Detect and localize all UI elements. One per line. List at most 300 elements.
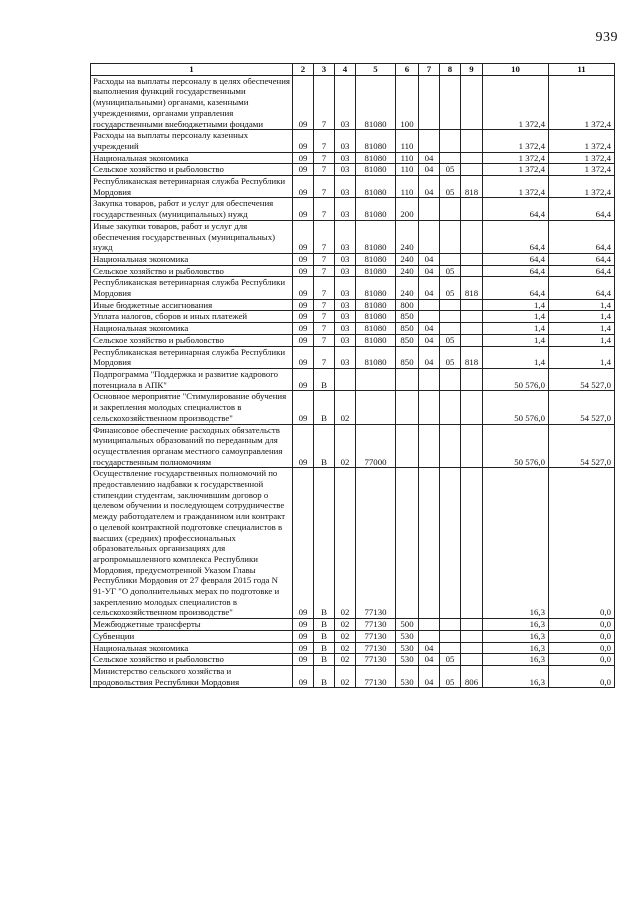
ministry-code <box>461 619 483 631</box>
amount-col-11: 1 372,4 <box>549 164 615 176</box>
page-number: 939 <box>595 30 618 45</box>
section <box>419 299 440 311</box>
program-code: В <box>314 642 335 654</box>
section-code: 09 <box>293 220 314 253</box>
row-description: Субвенции <box>91 630 293 642</box>
program-code: 7 <box>314 277 335 299</box>
section-code: 09 <box>293 424 314 468</box>
table-row <box>91 619 615 631</box>
row-description: Республиканская ветеринарная служба Республики Мордовия <box>91 277 293 299</box>
subprogram-code: 03 <box>335 152 356 164</box>
section-code: 09 <box>293 642 314 654</box>
section: 04 <box>419 152 440 164</box>
subsection: 05 <box>440 265 461 277</box>
table-body <box>91 75 615 688</box>
section-code: 09 <box>293 253 314 265</box>
subprogram-code: 03 <box>335 253 356 265</box>
direction-code: 77130 <box>356 642 396 654</box>
section: 04 <box>419 277 440 299</box>
amount-col-11: 64,4 <box>549 265 615 277</box>
row-description: Сельское хозяйство и рыболовство <box>91 654 293 666</box>
subprogram-code: 03 <box>335 334 356 346</box>
ministry-code <box>461 642 483 654</box>
amount-col-10: 50 576,0 <box>483 424 549 468</box>
section-code: 09 <box>293 346 314 368</box>
direction-code: 77130 <box>356 619 396 631</box>
program-code: 7 <box>314 152 335 164</box>
amount-col-10: 1,4 <box>483 299 549 311</box>
program-code: 7 <box>314 311 335 323</box>
subprogram-code: 03 <box>335 346 356 368</box>
expense-type-code: 500 <box>396 619 419 631</box>
section: 04 <box>419 253 440 265</box>
direction-code: 77000 <box>356 424 396 468</box>
row-description: Министерство сельского хозяйства и продовольствия Республики Мордовия <box>91 665 293 687</box>
ministry-code <box>461 391 483 424</box>
expense-type-code: 110 <box>396 176 419 198</box>
subprogram-code: 03 <box>335 265 356 277</box>
expense-type-code: 240 <box>396 220 419 253</box>
ministry-code <box>461 198 483 220</box>
ministry-code <box>461 253 483 265</box>
column-header: 11 <box>549 64 615 76</box>
direction-code: 77130 <box>356 468 396 619</box>
program-code: В <box>314 368 335 390</box>
amount-col-10: 16,3 <box>483 654 549 666</box>
direction-code: 81080 <box>356 130 396 152</box>
subprogram-code: 02 <box>335 665 356 687</box>
subsection <box>440 368 461 390</box>
program-code: В <box>314 665 335 687</box>
amount-col-11: 1 372,4 <box>549 152 615 164</box>
direction-code: 81080 <box>356 220 396 253</box>
section-code: 09 <box>293 619 314 631</box>
amount-col-11: 1,4 <box>549 334 615 346</box>
expense-type-code: 850 <box>396 311 419 323</box>
ministry-code <box>461 468 483 619</box>
program-code: В <box>314 391 335 424</box>
section-code: 09 <box>293 176 314 198</box>
expense-type-code: 200 <box>396 198 419 220</box>
ministry-code <box>461 130 483 152</box>
subsection <box>440 323 461 335</box>
amount-col-11: 0,0 <box>549 642 615 654</box>
section-code: 09 <box>293 323 314 335</box>
amount-col-10: 50 576,0 <box>483 391 549 424</box>
table-row <box>91 130 615 152</box>
subsection <box>440 299 461 311</box>
expense-type-code: 530 <box>396 654 419 666</box>
subsection <box>440 220 461 253</box>
section: 04 <box>419 654 440 666</box>
section-code: 09 <box>293 75 314 130</box>
table-row <box>91 630 615 642</box>
amount-col-10: 1 372,4 <box>483 130 549 152</box>
row-description: Национальная экономика <box>91 253 293 265</box>
amount-col-11: 0,0 <box>549 630 615 642</box>
column-header: 9 <box>461 64 483 76</box>
subsection: 05 <box>440 164 461 176</box>
program-code: В <box>314 619 335 631</box>
section-code: 09 <box>293 265 314 277</box>
direction-code: 81080 <box>356 176 396 198</box>
amount-col-10: 64,4 <box>483 220 549 253</box>
subprogram-code: 03 <box>335 220 356 253</box>
direction-code: 81080 <box>356 299 396 311</box>
expense-type-code <box>396 368 419 390</box>
direction-code: 81080 <box>356 253 396 265</box>
section: 04 <box>419 334 440 346</box>
section-code: 09 <box>293 368 314 390</box>
expense-type-code: 530 <box>396 665 419 687</box>
amount-col-11: 0,0 <box>549 619 615 631</box>
row-description: Республиканская ветеринарная служба Республики Мордовия <box>91 346 293 368</box>
expense-type-code: 110 <box>396 152 419 164</box>
subprogram-code: 02 <box>335 391 356 424</box>
expense-type-code: 530 <box>396 642 419 654</box>
amount-col-11: 1 372,4 <box>549 130 615 152</box>
section-code: 09 <box>293 277 314 299</box>
direction-code: 81080 <box>356 346 396 368</box>
subprogram-code: 03 <box>335 130 356 152</box>
row-description: Национальная экономика <box>91 152 293 164</box>
column-header: 7 <box>419 64 440 76</box>
amount-col-11: 1,4 <box>549 311 615 323</box>
amount-col-10: 1 372,4 <box>483 164 549 176</box>
program-code: 7 <box>314 164 335 176</box>
table-row <box>91 665 615 687</box>
direction-code: 81080 <box>356 277 396 299</box>
amount-col-10: 64,4 <box>483 253 549 265</box>
ministry-code <box>461 265 483 277</box>
section: 04 <box>419 323 440 335</box>
section <box>419 368 440 390</box>
column-header: 3 <box>314 64 335 76</box>
section-code: 09 <box>293 311 314 323</box>
column-header: 8 <box>440 64 461 76</box>
amount-col-11: 1,4 <box>549 346 615 368</box>
amount-col-11: 1,4 <box>549 299 615 311</box>
subprogram-code: 02 <box>335 619 356 631</box>
program-code: 7 <box>314 299 335 311</box>
section: 04 <box>419 164 440 176</box>
table-row <box>91 176 615 198</box>
amount-col-10: 1 372,4 <box>483 176 549 198</box>
amount-col-10: 1,4 <box>483 311 549 323</box>
program-code: 7 <box>314 253 335 265</box>
subprogram-code: 02 <box>335 654 356 666</box>
amount-col-11: 54 527,0 <box>549 391 615 424</box>
amount-col-10: 16,3 <box>483 665 549 687</box>
subprogram-code: 03 <box>335 323 356 335</box>
amount-col-11: 1 372,4 <box>549 75 615 130</box>
ministry-code <box>461 424 483 468</box>
section <box>419 311 440 323</box>
program-code: В <box>314 468 335 619</box>
direction-code: 81080 <box>356 75 396 130</box>
row-description: Иные закупки товаров, работ и услуг для обеспечения государственных (муниципальных) нужд <box>91 220 293 253</box>
subprogram-code: 03 <box>335 198 356 220</box>
section-code: 09 <box>293 130 314 152</box>
subsection: 05 <box>440 277 461 299</box>
row-description: Подпрограмма "Поддержка и развитие кадрового потенциала в АПК" <box>91 368 293 390</box>
amount-col-10: 16,3 <box>483 642 549 654</box>
ministry-code <box>461 323 483 335</box>
table-row <box>91 642 615 654</box>
section-code: 09 <box>293 198 314 220</box>
expense-type-code: 110 <box>396 130 419 152</box>
program-code: 7 <box>314 346 335 368</box>
table-row <box>91 265 615 277</box>
subprogram-code: 02 <box>335 424 356 468</box>
subsection <box>440 630 461 642</box>
ministry-code <box>461 654 483 666</box>
section <box>419 424 440 468</box>
section <box>419 130 440 152</box>
direction-code: 81080 <box>356 265 396 277</box>
section-code: 09 <box>293 152 314 164</box>
ministry-code <box>461 368 483 390</box>
table-row <box>91 468 615 619</box>
amount-col-10: 16,3 <box>483 619 549 631</box>
amount-col-11: 1,4 <box>549 323 615 335</box>
row-description: Сельское хозяйство и рыболовство <box>91 164 293 176</box>
amount-col-11: 64,4 <box>549 277 615 299</box>
section <box>419 391 440 424</box>
program-code: 7 <box>314 130 335 152</box>
section-code: 09 <box>293 630 314 642</box>
section <box>419 220 440 253</box>
table-row <box>91 220 615 253</box>
section: 04 <box>419 642 440 654</box>
table-row <box>91 299 615 311</box>
amount-col-10: 16,3 <box>483 468 549 619</box>
expense-type-code: 100 <box>396 75 419 130</box>
expense-type-code: 800 <box>396 299 419 311</box>
row-description: Национальная экономика <box>91 642 293 654</box>
subsection <box>440 253 461 265</box>
row-description: Республиканская ветеринарная служба Республики Мордовия <box>91 176 293 198</box>
table-row <box>91 198 615 220</box>
subsection <box>440 642 461 654</box>
column-header: 1 <box>91 64 293 76</box>
subprogram-code: 02 <box>335 630 356 642</box>
amount-col-11: 0,0 <box>549 654 615 666</box>
ministry-code <box>461 164 483 176</box>
ministry-code: 818 <box>461 277 483 299</box>
row-description: Межбюджетные трансферты <box>91 619 293 631</box>
direction-code: 81080 <box>356 334 396 346</box>
subprogram-code: 03 <box>335 277 356 299</box>
column-header: 5 <box>356 64 396 76</box>
subprogram-code: 02 <box>335 642 356 654</box>
amount-col-10: 1 372,4 <box>483 75 549 130</box>
subprogram-code: 03 <box>335 164 356 176</box>
table-row <box>91 346 615 368</box>
program-code: В <box>314 654 335 666</box>
expense-type-code <box>396 468 419 619</box>
expense-type-code: 850 <box>396 334 419 346</box>
column-header: 10 <box>483 64 549 76</box>
section <box>419 630 440 642</box>
direction-code: 77130 <box>356 630 396 642</box>
table-row <box>91 277 615 299</box>
table-header-row <box>91 64 615 76</box>
program-code: В <box>314 424 335 468</box>
expense-type-code: 240 <box>396 265 419 277</box>
amount-col-11: 64,4 <box>549 198 615 220</box>
subsection <box>440 468 461 619</box>
direction-code: 81080 <box>356 323 396 335</box>
table-row <box>91 311 615 323</box>
ministry-code <box>461 630 483 642</box>
table-row <box>91 323 615 335</box>
ministry-code: 806 <box>461 665 483 687</box>
table-row <box>91 654 615 666</box>
section-code: 09 <box>293 654 314 666</box>
row-description: Расходы на выплаты персоналу в целях обеспечения выполнения функций государственными (муниципальными) органами, казенными учреждениями, органами управления государственными внебюджетными фондами <box>91 75 293 130</box>
direction-code <box>356 391 396 424</box>
subsection: 05 <box>440 334 461 346</box>
expense-type-code: 530 <box>396 630 419 642</box>
subsection <box>440 391 461 424</box>
amount-col-10: 1,4 <box>483 323 549 335</box>
expense-type-code <box>396 391 419 424</box>
amount-col-11: 64,4 <box>549 253 615 265</box>
expense-type-code: 850 <box>396 346 419 368</box>
subprogram-code: 03 <box>335 311 356 323</box>
direction-code: 81080 <box>356 152 396 164</box>
section: 04 <box>419 346 440 368</box>
column-header: 4 <box>335 64 356 76</box>
expense-type-code: 240 <box>396 277 419 299</box>
amount-col-11: 1 372,4 <box>549 176 615 198</box>
ministry-code <box>461 311 483 323</box>
table-row <box>91 164 615 176</box>
section-code: 09 <box>293 334 314 346</box>
amount-col-10: 64,4 <box>483 277 549 299</box>
section: 04 <box>419 665 440 687</box>
subsection <box>440 198 461 220</box>
column-header: 6 <box>396 64 419 76</box>
row-description: Национальная экономика <box>91 323 293 335</box>
table-row <box>91 253 615 265</box>
row-description: Закупка товаров, работ и услуг для обеспечения государственных (муниципальных) нужд <box>91 198 293 220</box>
budget-table <box>90 63 615 688</box>
section-code: 09 <box>293 299 314 311</box>
amount-col-10: 50 576,0 <box>483 368 549 390</box>
amount-col-10: 1,4 <box>483 346 549 368</box>
row-description: Иные бюджетные ассигнования <box>91 299 293 311</box>
subsection: 05 <box>440 176 461 198</box>
subprogram-code: 03 <box>335 299 356 311</box>
row-description: Осуществление государственных полномочий по предоставлению надбавки к государственной стипендии студентам, заключившим договор о целевом обучении и последующем сотрудничестве между работодателем и гражданином или контракт о целевой контрактной подготовке специалистов в высших (средних) профессиональных образовательных организациях для агропромышленного комплекса Республики Мордовия, предусмотренной Указом Главы Республики Мордовия от 27 февраля 2015 года N 91-УГ "О дополнительных мерах по подготовке и закреплению молодых специалистов в сельскохозяйственном производстве" <box>91 468 293 619</box>
row-description: Сельское хозяйство и рыболовство <box>91 265 293 277</box>
section: 04 <box>419 265 440 277</box>
section <box>419 198 440 220</box>
table-row <box>91 368 615 390</box>
amount-col-10: 16,3 <box>483 630 549 642</box>
expense-type-code <box>396 424 419 468</box>
amount-col-11: 54 527,0 <box>549 424 615 468</box>
program-code: 7 <box>314 220 335 253</box>
table-row <box>91 152 615 164</box>
direction-code: 81080 <box>356 164 396 176</box>
subprogram-code: 03 <box>335 176 356 198</box>
row-description: Уплата налогов, сборов и иных платежей <box>91 311 293 323</box>
amount-col-10: 1 372,4 <box>483 152 549 164</box>
amount-col-11: 0,0 <box>549 468 615 619</box>
program-code: 7 <box>314 265 335 277</box>
row-description: Расходы на выплаты персоналу казенных учреждений <box>91 130 293 152</box>
program-code: 7 <box>314 323 335 335</box>
amount-col-10: 64,4 <box>483 265 549 277</box>
direction-code: 81080 <box>356 311 396 323</box>
ministry-code <box>461 299 483 311</box>
subprogram-code: 02 <box>335 468 356 619</box>
section-code: 09 <box>293 468 314 619</box>
amount-col-11: 0,0 <box>549 665 615 687</box>
ministry-code <box>461 334 483 346</box>
expense-type-code: 850 <box>396 323 419 335</box>
section-code: 09 <box>293 665 314 687</box>
section-code: 09 <box>293 164 314 176</box>
ministry-code: 818 <box>461 176 483 198</box>
section: 04 <box>419 176 440 198</box>
program-code: В <box>314 630 335 642</box>
row-description: Основное мероприятие "Стимулирование обучения и закрепления молодых специалистов в сельскохозяйственном производстве" <box>91 391 293 424</box>
expense-type-code: 110 <box>396 164 419 176</box>
direction-code <box>356 368 396 390</box>
row-description: Сельское хозяйство и рыболовство <box>91 334 293 346</box>
subsection: 05 <box>440 346 461 368</box>
section <box>419 468 440 619</box>
subsection: 05 <box>440 665 461 687</box>
section <box>419 619 440 631</box>
amount-col-11: 64,4 <box>549 220 615 253</box>
subsection <box>440 152 461 164</box>
program-code: 7 <box>314 334 335 346</box>
direction-code: 77130 <box>356 665 396 687</box>
amount-col-10: 1,4 <box>483 334 549 346</box>
direction-code: 81080 <box>356 198 396 220</box>
program-code: 7 <box>314 176 335 198</box>
subsection: 05 <box>440 654 461 666</box>
ministry-code <box>461 220 483 253</box>
ministry-code <box>461 75 483 130</box>
row-description: Финансовое обеспечение расходных обязательств муниципальных образований по переданным для осуществления органам местного самоуправления государственным полномочиям <box>91 424 293 468</box>
column-header: 2 <box>293 64 314 76</box>
direction-code: 77130 <box>356 654 396 666</box>
section-code: 09 <box>293 391 314 424</box>
amount-col-10: 64,4 <box>483 198 549 220</box>
program-code: 7 <box>314 198 335 220</box>
subsection <box>440 130 461 152</box>
program-code: 7 <box>314 75 335 130</box>
amount-col-11: 54 527,0 <box>549 368 615 390</box>
subsection <box>440 619 461 631</box>
table-row <box>91 75 615 130</box>
table-row <box>91 391 615 424</box>
section <box>419 75 440 130</box>
table-row <box>91 424 615 468</box>
table-row <box>91 334 615 346</box>
subprogram-code: 03 <box>335 75 356 130</box>
ministry-code <box>461 152 483 164</box>
subsection <box>440 424 461 468</box>
subprogram-code <box>335 368 356 390</box>
ministry-code: 818 <box>461 346 483 368</box>
